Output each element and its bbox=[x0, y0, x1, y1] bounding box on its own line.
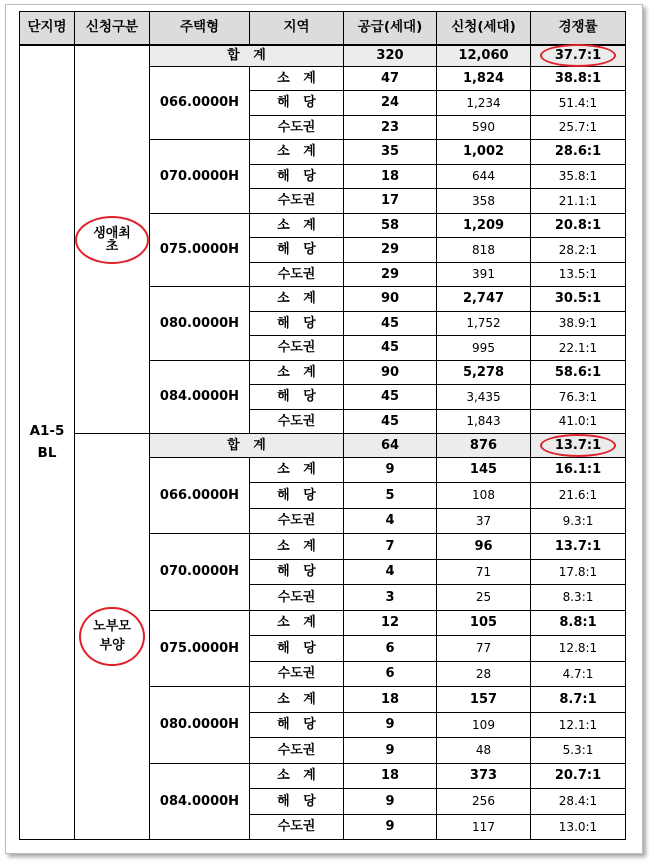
applications-value: 256 bbox=[437, 789, 531, 815]
complex-cell bbox=[20, 45, 75, 840]
total-rate: 13.7:1 bbox=[540, 434, 616, 457]
housing-type: 075.0000H bbox=[150, 610, 250, 687]
competition-rate-value: 28.2:1 bbox=[531, 238, 626, 263]
supply-value: 5 bbox=[344, 483, 437, 509]
category-name: 노부모 bbox=[93, 618, 131, 634]
region-label: 소 계 bbox=[250, 763, 344, 789]
applications-value: 48 bbox=[437, 738, 531, 764]
applications-value: 28 bbox=[437, 661, 531, 687]
red-circle-highlight bbox=[75, 216, 149, 264]
supply-value: 24 bbox=[344, 91, 437, 116]
region-label: 소 계 bbox=[250, 66, 344, 91]
supply-value: 45 bbox=[344, 336, 437, 361]
competition-rate-value: 20.7:1 bbox=[531, 763, 626, 789]
header-row bbox=[20, 12, 626, 46]
total-applications: 12,060 bbox=[437, 45, 531, 66]
total-label: 합 계 bbox=[150, 434, 344, 458]
region-label: 해 당 bbox=[250, 164, 344, 189]
region-label: 해 당 bbox=[250, 238, 344, 263]
header-complex: 단지명 bbox=[20, 12, 75, 46]
competition-rate-value: 41.0:1 bbox=[531, 409, 626, 434]
supply-value: 29 bbox=[344, 262, 437, 287]
applications-value: 590 bbox=[437, 115, 531, 140]
applications-value: 995 bbox=[437, 336, 531, 361]
supply-value: 6 bbox=[344, 661, 437, 687]
total-applications: 876 bbox=[437, 434, 531, 458]
supply-value: 58 bbox=[344, 213, 437, 238]
competition-rate-value: 13.0:1 bbox=[531, 814, 626, 840]
supply-value: 18 bbox=[344, 763, 437, 789]
applications-value: 157 bbox=[437, 687, 531, 713]
applications-value: 1,234 bbox=[437, 91, 531, 116]
total-supply: 64 bbox=[344, 434, 437, 458]
competition-rate-value: 51.4:1 bbox=[531, 91, 626, 116]
region-label: 소 계 bbox=[250, 360, 344, 385]
region-label: 수도권 bbox=[250, 508, 344, 534]
competition-rate-value: 21.1:1 bbox=[531, 189, 626, 214]
supply-value: 23 bbox=[344, 115, 437, 140]
supply-value: 6 bbox=[344, 636, 437, 662]
header-housing-type: 주택형 bbox=[150, 12, 250, 46]
competition-rate-value: 21.6:1 bbox=[531, 483, 626, 509]
competition-rate-value: 13.7:1 bbox=[531, 534, 626, 560]
competition-rate-value: 16.1:1 bbox=[531, 457, 626, 483]
complex-name bbox=[20, 421, 74, 464]
housing-type: 070.0000H bbox=[150, 534, 250, 611]
applications-value: 644 bbox=[437, 164, 531, 189]
region-label: 해 당 bbox=[250, 559, 344, 585]
region-label: 소 계 bbox=[250, 610, 344, 636]
header-region: 지역 bbox=[250, 12, 344, 46]
header-supply: 공급(세대) bbox=[344, 12, 437, 46]
category-cell bbox=[75, 434, 150, 840]
applications-value: 3,435 bbox=[437, 385, 531, 410]
applications-value: 96 bbox=[437, 534, 531, 560]
region-label: 해 당 bbox=[250, 712, 344, 738]
supply-value: 4 bbox=[344, 559, 437, 585]
housing-type: 066.0000H bbox=[150, 457, 250, 534]
applications-value: 1,752 bbox=[437, 311, 531, 336]
competition-rate-value: 22.1:1 bbox=[531, 336, 626, 361]
competition-rate-value: 8.7:1 bbox=[531, 687, 626, 713]
header-competition-rate: 경쟁률 bbox=[531, 12, 626, 46]
supply-value: 35 bbox=[344, 140, 437, 165]
applications-value: 25 bbox=[437, 585, 531, 611]
competition-rate-value: 25.7:1 bbox=[531, 115, 626, 140]
housing-type: 080.0000H bbox=[150, 287, 250, 361]
competition-rate-value: 30.5:1 bbox=[531, 287, 626, 312]
housing-type: 070.0000H bbox=[150, 140, 250, 214]
supply-value: 9 bbox=[344, 712, 437, 738]
region-label: 수도권 bbox=[250, 585, 344, 611]
competition-rate-value: 5.3:1 bbox=[531, 738, 626, 764]
competition-rate-value: 12.8:1 bbox=[531, 636, 626, 662]
region-label: 소 계 bbox=[250, 140, 344, 165]
category-name: 생애최초 bbox=[93, 225, 131, 254]
header-category: 신청구분 bbox=[75, 12, 150, 46]
supply-value: 29 bbox=[344, 238, 437, 263]
region-label: 수도권 bbox=[250, 336, 344, 361]
region-label: 수도권 bbox=[250, 409, 344, 434]
complex-name-line: A1-5 bbox=[29, 422, 65, 439]
competition-rate-value: 58.6:1 bbox=[531, 360, 626, 385]
housing-type: 080.0000H bbox=[150, 687, 250, 764]
header-applications: 신청(세대) bbox=[437, 12, 531, 46]
competition-rate-value: 35.8:1 bbox=[531, 164, 626, 189]
total-label: 합 계 bbox=[150, 45, 344, 66]
applications-value: 108 bbox=[437, 483, 531, 509]
supply-value: 18 bbox=[344, 687, 437, 713]
red-circle-highlight bbox=[79, 607, 145, 667]
total-supply: 320 bbox=[344, 45, 437, 66]
applications-value: 2,747 bbox=[437, 287, 531, 312]
competition-rate-value: 17.8:1 bbox=[531, 559, 626, 585]
applications-value: 358 bbox=[437, 189, 531, 214]
category-name: 부양 bbox=[99, 637, 125, 653]
applications-value: 818 bbox=[437, 238, 531, 263]
category-cell bbox=[75, 45, 150, 434]
applications-value: 1,209 bbox=[437, 213, 531, 238]
applications-value: 77 bbox=[437, 636, 531, 662]
competition-rate-value: 28.4:1 bbox=[531, 789, 626, 815]
applications-value: 37 bbox=[437, 508, 531, 534]
supply-value: 90 bbox=[344, 360, 437, 385]
total-rate-cell bbox=[531, 434, 626, 458]
competition-rate-value: 13.5:1 bbox=[531, 262, 626, 287]
region-label: 소 계 bbox=[250, 287, 344, 312]
housing-type: 084.0000H bbox=[150, 360, 250, 434]
housing-type: 066.0000H bbox=[150, 66, 250, 140]
applications-value: 373 bbox=[437, 763, 531, 789]
competition-rate-value: 9.3:1 bbox=[531, 508, 626, 534]
competition-rate-table bbox=[19, 11, 626, 840]
applications-value: 109 bbox=[437, 712, 531, 738]
supply-value: 12 bbox=[344, 610, 437, 636]
region-label: 해 당 bbox=[250, 636, 344, 662]
supply-value: 4 bbox=[344, 508, 437, 534]
competition-rate-value: 38.9:1 bbox=[531, 311, 626, 336]
applications-value: 5,278 bbox=[437, 360, 531, 385]
region-label: 소 계 bbox=[250, 534, 344, 560]
applications-value: 391 bbox=[437, 262, 531, 287]
applications-value: 105 bbox=[437, 610, 531, 636]
category-total-row bbox=[20, 45, 626, 66]
supply-value: 47 bbox=[344, 66, 437, 91]
applications-value: 71 bbox=[437, 559, 531, 585]
supply-value: 17 bbox=[344, 189, 437, 214]
applications-value: 117 bbox=[437, 814, 531, 840]
supply-value: 45 bbox=[344, 311, 437, 336]
region-label: 해 당 bbox=[250, 483, 344, 509]
region-label: 소 계 bbox=[250, 457, 344, 483]
supply-value: 7 bbox=[344, 534, 437, 560]
complex-name-line: BL bbox=[37, 444, 57, 461]
region-label: 수도권 bbox=[250, 115, 344, 140]
applications-value: 1,843 bbox=[437, 409, 531, 434]
region-label: 수도권 bbox=[250, 814, 344, 840]
supply-value: 9 bbox=[344, 738, 437, 764]
supply-value: 9 bbox=[344, 814, 437, 840]
supply-value: 45 bbox=[344, 409, 437, 434]
housing-type: 075.0000H bbox=[150, 213, 250, 287]
competition-rate-value: 12.1:1 bbox=[531, 712, 626, 738]
region-label: 해 당 bbox=[250, 311, 344, 336]
competition-rate-value: 8.8:1 bbox=[531, 610, 626, 636]
competition-rate-value: 20.8:1 bbox=[531, 213, 626, 238]
competition-rate-value: 8.3:1 bbox=[531, 585, 626, 611]
competition-rate-value: 76.3:1 bbox=[531, 385, 626, 410]
supply-value: 9 bbox=[344, 789, 437, 815]
competition-rate-value: 38.8:1 bbox=[531, 66, 626, 91]
supply-value: 45 bbox=[344, 385, 437, 410]
region-label: 해 당 bbox=[250, 385, 344, 410]
applications-value: 1,824 bbox=[437, 66, 531, 91]
region-label: 수도권 bbox=[250, 661, 344, 687]
supply-value: 90 bbox=[344, 287, 437, 312]
total-rate-cell bbox=[531, 45, 626, 66]
competition-rate-value: 4.7:1 bbox=[531, 661, 626, 687]
region-label: 해 당 bbox=[250, 91, 344, 116]
supply-value: 9 bbox=[344, 457, 437, 483]
region-label: 수도권 bbox=[250, 738, 344, 764]
competition-rate-value: 28.6:1 bbox=[531, 140, 626, 165]
region-label: 수도권 bbox=[250, 262, 344, 287]
applications-value: 1,002 bbox=[437, 140, 531, 165]
region-label: 소 계 bbox=[250, 213, 344, 238]
housing-type: 084.0000H bbox=[150, 763, 250, 840]
region-label: 수도권 bbox=[250, 189, 344, 214]
total-rate: 37.7:1 bbox=[540, 44, 616, 67]
supply-value: 18 bbox=[344, 164, 437, 189]
supply-value: 3 bbox=[344, 585, 437, 611]
applications-value: 145 bbox=[437, 457, 531, 483]
region-label: 해 당 bbox=[250, 789, 344, 815]
category-total-row bbox=[20, 434, 626, 458]
region-label: 소 계 bbox=[250, 687, 344, 713]
